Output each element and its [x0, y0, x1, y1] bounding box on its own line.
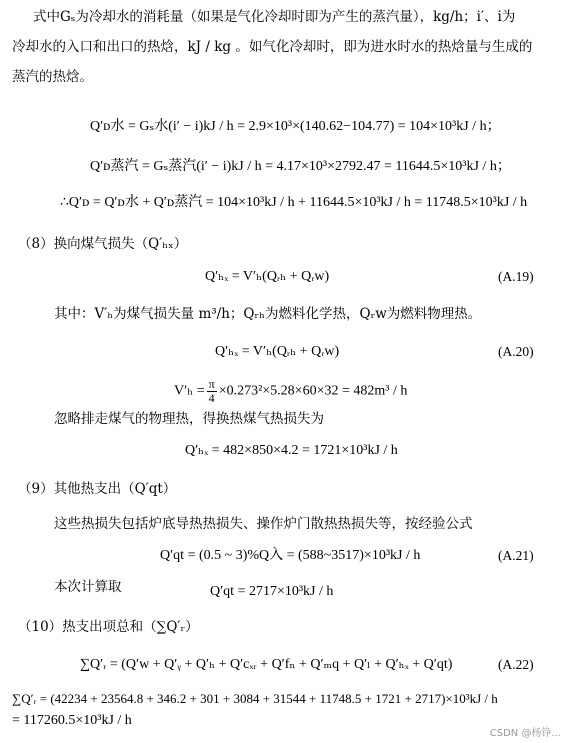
equation-total-cooling-heat: ∴Q′ᴅ = Q′ᴅ水 + Q′ᴅ蒸汽 = 104×10³kJ / h + 11644.5×10³kJ / h = 11748.5×10³kJ / h	[60, 195, 528, 210]
ignore-physical-heat-text: 忽略排走煤气的物理热，得换热煤气热损失为	[54, 411, 324, 427]
equation-gas-loss-volume	[174, 378, 407, 405]
section-10-heading: （10）热支出项总和（∑Q′ᵣ）	[18, 619, 199, 635]
equation-number-a21: (A.21)	[498, 548, 534, 563]
equation-a22: ∑Q′ᵣ = (Q′w + Q′ᵧ + Q′ₕ + Q′cₓᵣ + Q′fₙ + Q′ₘq + Q′ₗ + Q′ₕₓ + Q′qt)	[80, 657, 453, 672]
pi-over-4-fraction	[207, 378, 217, 405]
section-9-heading: （9）其他热支出（Q′qt）	[18, 481, 177, 497]
equation-water-heat: Q′ᴅ水 = Gₛ水(i′ − i)kJ / h = 2.9×10³×(140.62−104.77) = 104×10³kJ / h；	[90, 119, 501, 134]
intro-line-2: 冷却水的入口和出口的热焓，kJ / kg 。如气化冷却时，即为进水时水的热焓量与生成的	[12, 39, 533, 55]
section-8-heading: （8）换向煤气损失（Q′ₕₓ）	[18, 236, 188, 252]
intro-line-1: 式中Gₛ为冷却水的消耗量（如果是气化冷却时即为产生的蒸汽量），kg/h；i′、i为	[33, 9, 516, 25]
equation-a20: Q′ₕₓ = V′ₕ(Qᵣₕ + Qᵣw)	[215, 344, 340, 359]
calc-label: 本次计算取	[54, 579, 122, 595]
intro-line-3: 蒸汽的热焓。	[12, 69, 93, 85]
equation-a19: Q′ₕₓ = V′ₕ(Qᵣₕ + Qᵣw)	[205, 269, 330, 284]
equation-steam-heat: Q′ᴅ蒸汽 = Gₛ蒸汽(i′ − i)kJ / h = 4.17×10³×2792.47 = 11644.5×10³kJ / h；	[90, 159, 511, 174]
equation-number-a22: (A.22)	[498, 657, 534, 672]
equation-number-a20: (A.20)	[498, 344, 534, 359]
gas-volume-lhs: V′ₕ =	[174, 383, 205, 399]
section-9-text: 这些热损失包括炉底导热热损失、操作炉门散热热损失等，按经验公式	[54, 516, 473, 532]
section-8-where-text: 其中：V′ₕ为煤气损失量 m³/h；Qᵣₕ为燃料化学热，Qᵣw为燃料物理热。	[54, 306, 482, 322]
gas-volume-rhs: ×0.273²×5.28×60×32 = 482m³ / h	[218, 383, 408, 399]
fraction-numerator: π	[208, 377, 215, 391]
equation-sum-values: ∑Q′ᵣ = (42234 + 23564.8 + 346.2 + 301 + 3084 + 31544 + 11748.5 + 1721 + 2717)×10³kJ / h	[12, 691, 498, 706]
equation-a21: Q′qt = (0.5 ~ 3)%Q入 = (588~3517)×10³kJ / h	[160, 548, 421, 563]
equation-sum-result: = 117260.5×10³kJ / h	[12, 713, 132, 728]
equation-exchange-gas-loss: Q′ₕₓ = 482×850×4.2 = 1721×10³kJ / h	[185, 443, 398, 458]
equation-other-loss-value: Q′qt = 2717×10³kJ / h	[210, 584, 334, 599]
fraction-denominator: 4	[208, 391, 215, 405]
equation-number-a19: (A.19)	[498, 269, 534, 284]
watermark: CSDN @杨铮...	[489, 728, 561, 739]
